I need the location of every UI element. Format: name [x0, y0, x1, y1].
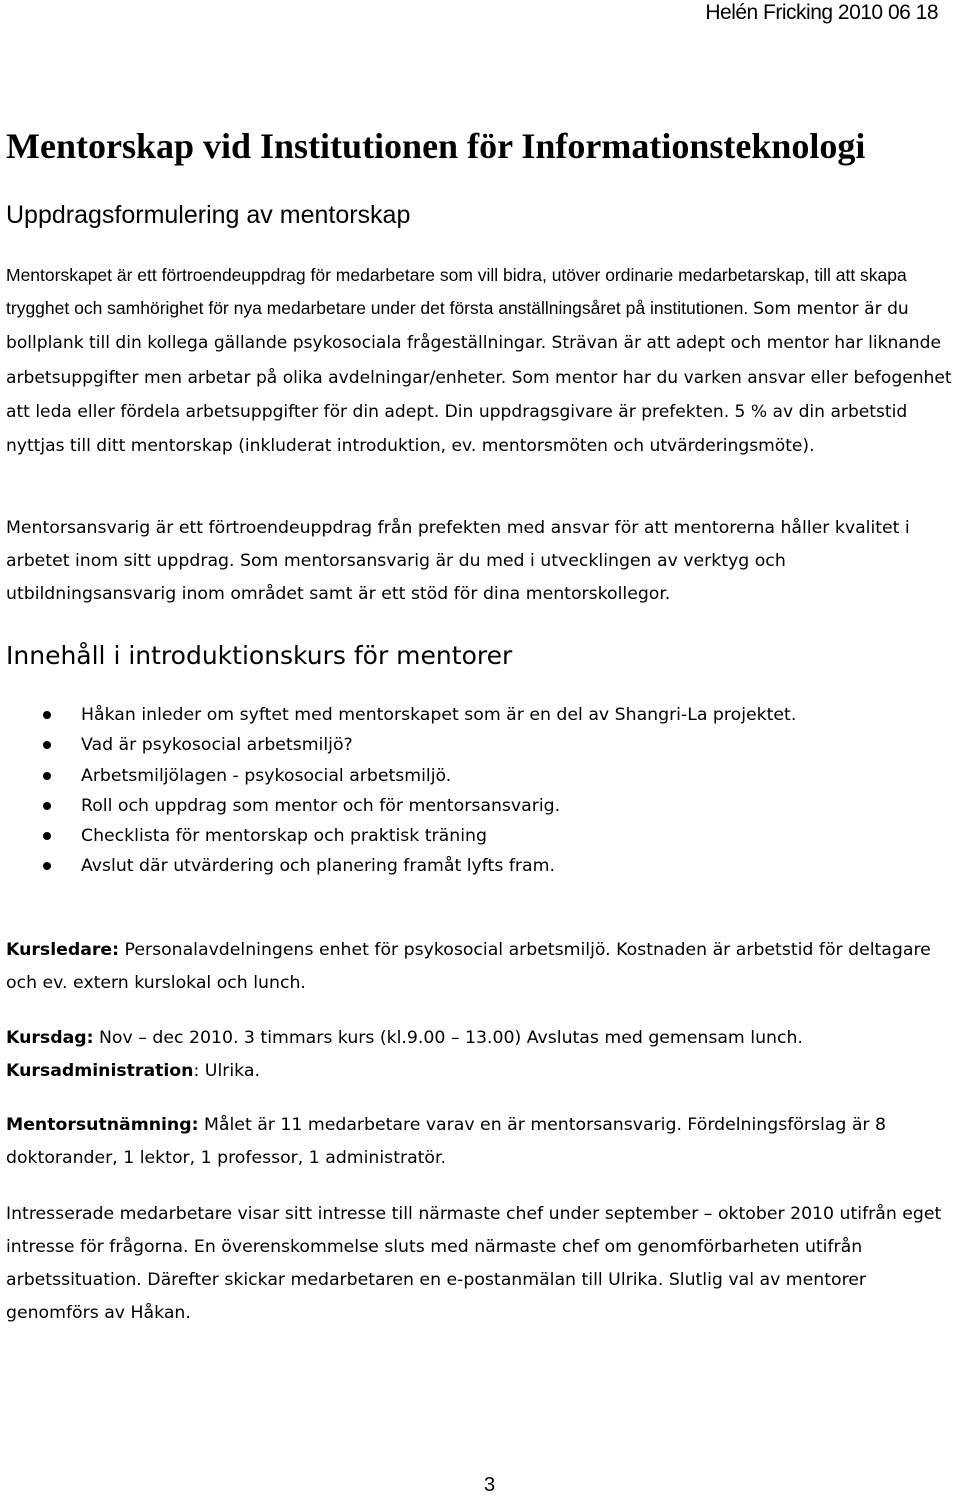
bullet-icon — [43, 772, 51, 780]
bullet-icon — [43, 802, 51, 810]
kursledare-text: Personalavdelningens enhet för psykosocial arbetsmiljö. Kostnaden är arbetstid för deltagare och ev. extern kurslokal och lunch. — [6, 940, 931, 993]
intresse-paragraph: Intresserade medarbetare visar sitt intresse till närmaste chef under september – oktober 2010 utifrån eget intresse för frågorna. En överenskommelse sluts med närmaste chef om genomförbarheten utifrån arbetssituation. Därefter skickar medarbetaren en e-postanmälan till Ulrika. Slutlig val av mentorer genomförs av Håkan. — [6, 1204, 942, 1323]
list-item-text: Arbetsmiljölagen - psykosocial arbetsmiljö. — [81, 765, 452, 786]
bullet-icon — [43, 741, 51, 749]
page-number: 3 — [484, 1474, 496, 1496]
intro-text-b: Som mentor är du bollplank till din kollega gällande psykosociala frågeställningar. Strävan är att adept och mentor har liknande arbetsuppgifter men arbetar på olika avdelningar/enheter. Som mentor har du varken ansvar eller befogenhet att leda eller fördela arbetsuppgifter för din adept. Din uppdragsgivare är prefekten. 5 % av din arbetstid nyttjas till ditt mentorskap (inkluderat introduktion, ev. mentorsmöten och utvärderingsmöte). — [6, 299, 952, 457]
list-item-text: Vad är psykosocial arbetsmiljö? — [81, 735, 353, 756]
list-item — [0, 700, 960, 730]
bullet-icon — [43, 711, 51, 719]
kursdag-text: Nov – dec 2010. 3 timmars kurs (kl.9.00 – 13.00) Avslutas med gemensam lunch. — [93, 1028, 803, 1048]
kursadmin-label: Kursadministration — [6, 1061, 194, 1081]
kursdag-label: Kursdag: — [6, 1028, 94, 1048]
list-item — [0, 791, 960, 821]
section-subtitle: Uppdragsformulering av mentorskap — [6, 201, 411, 229]
list-item-text: Avslut där utvärdering och planering framåt lyfts fram. — [81, 856, 555, 877]
mentorsansvarig-paragraph: Mentorsansvarig är ett förtroendeuppdrag från prefekten med ansvar för att mentorerna håller kvalitet i arbetet inom sitt uppdrag. Som mentorsansvarig är du med i utvecklingen av verktyg och utbildningsansvarig inom området samt är ett stöd för dina mentorskollegor. — [6, 518, 910, 604]
list-item — [0, 851, 960, 881]
kursledare-paragraph — [6, 934, 960, 1000]
intro-paragraph — [6, 259, 960, 463]
list-item — [0, 821, 960, 851]
bullet-icon — [43, 832, 51, 840]
mentorsutnamning-label: Mentorsutnämning: — [6, 1115, 199, 1135]
intro-text-a: Mentorskapet är ett förtroendeuppdrag för medarbetare som vill bidra, utöver ordinarie medarbetarskap, till att skapa trygghet och samhörighet för nya medarbetare under det första anställningsåret på institutionen. — [6, 265, 907, 319]
kursledare-label: Kursledare: — [6, 940, 120, 960]
kursdag-paragraph — [6, 1022, 960, 1088]
list-item-text: Håkan inleder om syftet med mentorskapet som är en del av Shangri-La projektet. — [81, 705, 797, 725]
document-title: Mentorskap vid Institutionen för Informationsteknologi — [6, 126, 866, 166]
page-header: Helén Fricking 2010 06 18 — [705, 1, 938, 24]
course-heading: Innehåll i introduktionskurs för mentorer — [6, 641, 513, 670]
list-item-text: Checklista för mentorskap och praktisk träning — [81, 826, 487, 847]
mentorsutnamning-paragraph — [6, 1109, 960, 1175]
list-item — [0, 761, 960, 791]
list-item-text: Roll och uppdrag som mentor och för mentorsansvarig. — [81, 795, 561, 816]
list-item — [0, 730, 960, 760]
course-content-list — [0, 700, 960, 882]
bullet-icon — [43, 862, 51, 870]
mentorsutnamning-text: Målet är 11 medarbetare varav en är mentorsansvarig. Fördelningsförslag är 8 doktorander, 1 lektor, 1 professor, 1 administratör. — [6, 1115, 887, 1168]
kursadmin-text: : Ulrika. — [193, 1061, 260, 1081]
